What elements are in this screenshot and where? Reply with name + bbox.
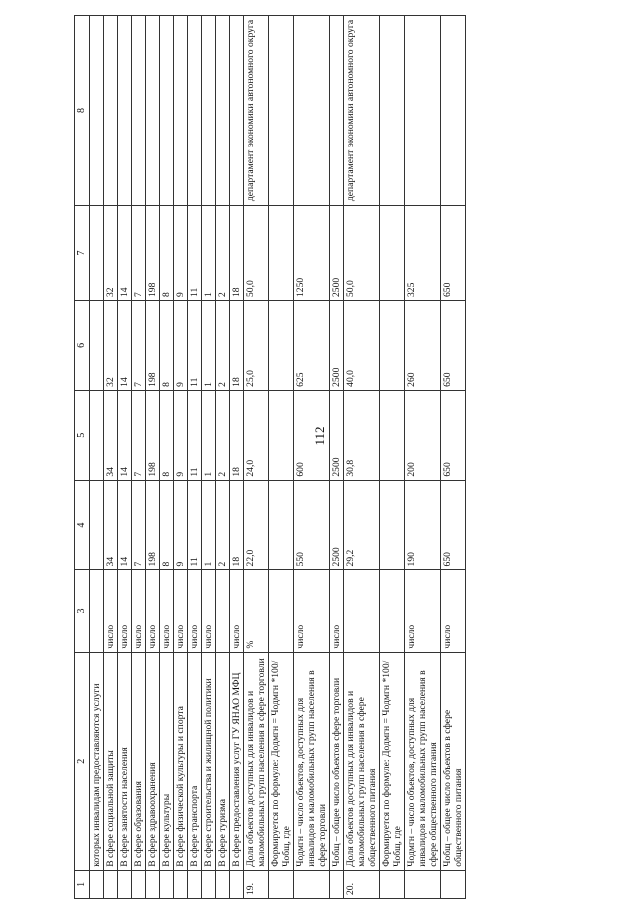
table-cell-unit: % (244, 570, 269, 652)
table-cell-unit: число (146, 570, 160, 652)
table-cell-v4: 190 (405, 480, 441, 570)
table-cell-v6: 2 (216, 300, 230, 390)
table-cell-n (330, 870, 344, 898)
table-cell-v4: 1 (202, 480, 216, 570)
table-cell-v5: 30,8 (344, 390, 380, 480)
table-row (441, 16, 466, 899)
table-cell-v4 (269, 480, 294, 570)
table-row (244, 16, 269, 899)
table-row (174, 16, 188, 899)
table-cell-resp (294, 16, 330, 206)
table-cell-v6 (380, 300, 405, 390)
table-cell-v5: 8 (160, 390, 174, 480)
table-viewport (74, 15, 636, 899)
table-cell-unit: число (104, 570, 118, 652)
table-cell-name: которых инвалидам предоставляются услуги (90, 652, 104, 870)
table-cell-unit: число (405, 570, 441, 652)
table-cell-v7 (269, 206, 294, 301)
table-row (118, 16, 132, 899)
table-cell-v4: 2 (216, 480, 230, 570)
table-cell-name: В сфере строительства и жилищной политики (202, 652, 216, 870)
table-cell-v7: 50,0 (244, 206, 269, 301)
table-body (90, 16, 466, 899)
table-cell-n (269, 870, 294, 898)
table-cell-v6: 11 (188, 300, 202, 390)
table-row (160, 16, 174, 899)
table-cell-unit (269, 570, 294, 652)
table-cell-v6: 260 (405, 300, 441, 390)
table-cell-v5 (380, 390, 405, 480)
table-cell-n (202, 870, 216, 898)
table-cell-v6: 40,0 (344, 300, 380, 390)
table-row (104, 16, 118, 899)
table-cell-resp (441, 16, 466, 206)
table-cell-v4: 18 (230, 480, 244, 570)
table-row (380, 16, 405, 899)
table-cell-v6: 650 (441, 300, 466, 390)
table-cell-name: В сфере здравоохранения (146, 652, 160, 870)
header-row (75, 16, 90, 899)
table-cell-n (216, 870, 230, 898)
table-cell-unit: число (160, 570, 174, 652)
column-header: 5 (75, 390, 90, 480)
table-cell-v5: 24,0 (244, 390, 269, 480)
table-cell-v4: 550 (294, 480, 330, 570)
table-cell-v6: 7 (132, 300, 146, 390)
table-cell-name: Чодмгн – число объектов, доступных для инвалидов и маломобильных групп населения в сфере торговли (294, 652, 330, 870)
table-cell-v4: 7 (132, 480, 146, 570)
table-cell-n (174, 870, 188, 898)
table-cell-n (230, 870, 244, 898)
table-cell-v7: 2 (216, 206, 230, 301)
table-row (405, 16, 441, 899)
table-cell-name: В сфере туризма (216, 652, 230, 870)
page-number: 112 (312, 426, 327, 446)
table-cell-name: Чобщ – общее число объектов сфере торговли (330, 652, 344, 870)
table-cell-v6: 9 (174, 300, 188, 390)
table-cell-n (405, 870, 441, 898)
table-cell-resp (330, 16, 344, 206)
table-cell-v5: 14 (118, 390, 132, 480)
table-cell-v5: 1 (202, 390, 216, 480)
table-cell-n (294, 870, 330, 898)
rotated-table-container (74, 15, 636, 899)
table-cell-v4: 650 (441, 480, 466, 570)
table-cell-unit: число (132, 570, 146, 652)
table-cell-resp (380, 16, 405, 206)
table-cell-n (90, 870, 104, 898)
table-cell-resp (405, 16, 441, 206)
table-cell-v7: 650 (441, 206, 466, 301)
table-row (202, 16, 216, 899)
column-header: 1 (75, 870, 90, 898)
table-cell-v4: 11 (188, 480, 202, 570)
table-cell-name: В сфере физической культуры и спорта (174, 652, 188, 870)
table-cell-unit (90, 570, 104, 652)
table-cell-v5: 9 (174, 390, 188, 480)
table-cell-name: Доля объектов доступных для инвалидов и маломобильных групп населения в сфере торговли (244, 652, 269, 870)
table-cell-n (380, 870, 405, 898)
table-cell-n (441, 870, 466, 898)
table-cell-unit (380, 570, 405, 652)
table-cell-n (188, 870, 202, 898)
table-cell-v4: 34 (104, 480, 118, 570)
table-cell-resp: департамент экономики автономного округа (344, 16, 380, 206)
table-cell-v6: 198 (146, 300, 160, 390)
table-cell-name: Чодмгн – число объектов, доступных для инвалидов и маломобильных групп населения в сфере общественного питания (405, 652, 441, 870)
table-cell-v5: 18 (230, 390, 244, 480)
table-cell-v7: 1250 (294, 206, 330, 301)
table-cell-v7: 9 (174, 206, 188, 301)
table-row (230, 16, 244, 899)
table-row (294, 16, 330, 899)
table-cell-name: В сфере социальной защиты (104, 652, 118, 870)
table-cell-v4: 9 (174, 480, 188, 570)
table-cell-unit: число (230, 570, 244, 652)
table-row (344, 16, 380, 899)
table-cell-v7 (380, 206, 405, 301)
table-cell-v7: 32 (104, 206, 118, 301)
table-cell-v4 (90, 480, 104, 570)
table-cell-v4: 14 (118, 480, 132, 570)
table-cell-resp (132, 16, 146, 206)
table-cell-v7: 11 (188, 206, 202, 301)
table-cell-name: В сфере занятости населения (118, 652, 132, 870)
table-cell-v6: 2500 (330, 300, 344, 390)
column-header: 6 (75, 300, 90, 390)
table-cell-v5: 2500 (330, 390, 344, 480)
table-cell-resp (188, 16, 202, 206)
table-cell-name: Формируется по формуле: Додмгн = Чодмгн *100/Чобщ, где (269, 652, 294, 870)
table-row (330, 16, 344, 899)
table-cell-n: 20. (344, 870, 380, 898)
table-cell-resp (90, 16, 104, 206)
table-cell-v5: 34 (104, 390, 118, 480)
table-row (188, 16, 202, 899)
table-cell-v7: 50,0 (344, 206, 380, 301)
table-cell-resp (269, 16, 294, 206)
table-cell-v7: 325 (405, 206, 441, 301)
table-cell-resp: департамент экономики автономного округа (244, 16, 269, 206)
table-cell-unit: число (202, 570, 216, 652)
table-cell-name: В сфере предоставления услуг ГУ ЯНАО МФЦ (230, 652, 244, 870)
table-cell-v5: 198 (146, 390, 160, 480)
table-cell-unit: число (330, 570, 344, 652)
table-row (90, 16, 104, 899)
table-cell-v6: 32 (104, 300, 118, 390)
table-cell-n (118, 870, 132, 898)
table-cell-unit: число (174, 570, 188, 652)
table-cell-resp (174, 16, 188, 206)
table-cell-v4: 2500 (330, 480, 344, 570)
column-header: 8 (75, 16, 90, 206)
table-cell-name: В сфере транспорта (188, 652, 202, 870)
table-cell-unit: число (441, 570, 466, 652)
table-cell-v5: 650 (441, 390, 466, 480)
table-cell-n (160, 870, 174, 898)
table-cell-v5: 2 (216, 390, 230, 480)
column-header: 7 (75, 206, 90, 301)
table-cell-v6: 18 (230, 300, 244, 390)
table-cell-v7: 2500 (330, 206, 344, 301)
table-cell-resp (104, 16, 118, 206)
table-cell-resp (146, 16, 160, 206)
table-cell-n (132, 870, 146, 898)
table-row (146, 16, 160, 899)
table-cell-resp (216, 16, 230, 206)
table-cell-v6 (90, 300, 104, 390)
table-cell-v4: 8 (160, 480, 174, 570)
table-cell-v6 (269, 300, 294, 390)
table-cell-v5: 7 (132, 390, 146, 480)
table-cell-v7 (90, 206, 104, 301)
table-cell-v6: 8 (160, 300, 174, 390)
table-cell-unit: число (294, 570, 330, 652)
table-cell-v7: 14 (118, 206, 132, 301)
table-cell-v7: 8 (160, 206, 174, 301)
table-cell-v5: 600 (294, 390, 330, 480)
table-row (132, 16, 146, 899)
column-header: 4 (75, 480, 90, 570)
table-cell-v5: 200 (405, 390, 441, 480)
table-cell-v4 (380, 480, 405, 570)
table-row (216, 16, 230, 899)
indicators-table (74, 15, 466, 899)
table-cell-unit: число (118, 570, 132, 652)
table-cell-v6: 25,0 (244, 300, 269, 390)
table-cell-v5 (90, 390, 104, 480)
table-cell-n (104, 870, 118, 898)
table-row (269, 16, 294, 899)
table-cell-v7: 1 (202, 206, 216, 301)
table-cell-name: Доля объектов доступных для инвалидов и маломобильных групп населения в сфере общественного питания (344, 652, 380, 870)
table-cell-v4: 198 (146, 480, 160, 570)
table-cell-v5: 11 (188, 390, 202, 480)
table-cell-v4: 29,2 (344, 480, 380, 570)
table-cell-name: Чобщ – общее число объектов в сфере общественного питания (441, 652, 466, 870)
table-cell-v7: 18 (230, 206, 244, 301)
table-cell-unit: число (188, 570, 202, 652)
column-header: 3 (75, 570, 90, 652)
table-cell-name: Формируется по формуле: Додмгн = Чодмгн *100/Чобщ, где (380, 652, 405, 870)
table-cell-name: В сфере образования (132, 652, 146, 870)
table-cell-v6: 1 (202, 300, 216, 390)
table-cell-v4: 22,0 (244, 480, 269, 570)
table-cell-unit (216, 570, 230, 652)
table-cell-unit (344, 570, 380, 652)
table-cell-resp (230, 16, 244, 206)
table-cell-v7: 198 (146, 206, 160, 301)
table-cell-v6: 14 (118, 300, 132, 390)
table-cell-v7: 7 (132, 206, 146, 301)
table-cell-v5 (269, 390, 294, 480)
table-cell-name: В сфере культуры (160, 652, 174, 870)
table-cell-resp (118, 16, 132, 206)
table-cell-n (146, 870, 160, 898)
table-cell-n: 19. (244, 870, 269, 898)
table-cell-v6: 625 (294, 300, 330, 390)
column-header: 2 (75, 652, 90, 870)
table-cell-resp (160, 16, 174, 206)
table-cell-resp (202, 16, 216, 206)
